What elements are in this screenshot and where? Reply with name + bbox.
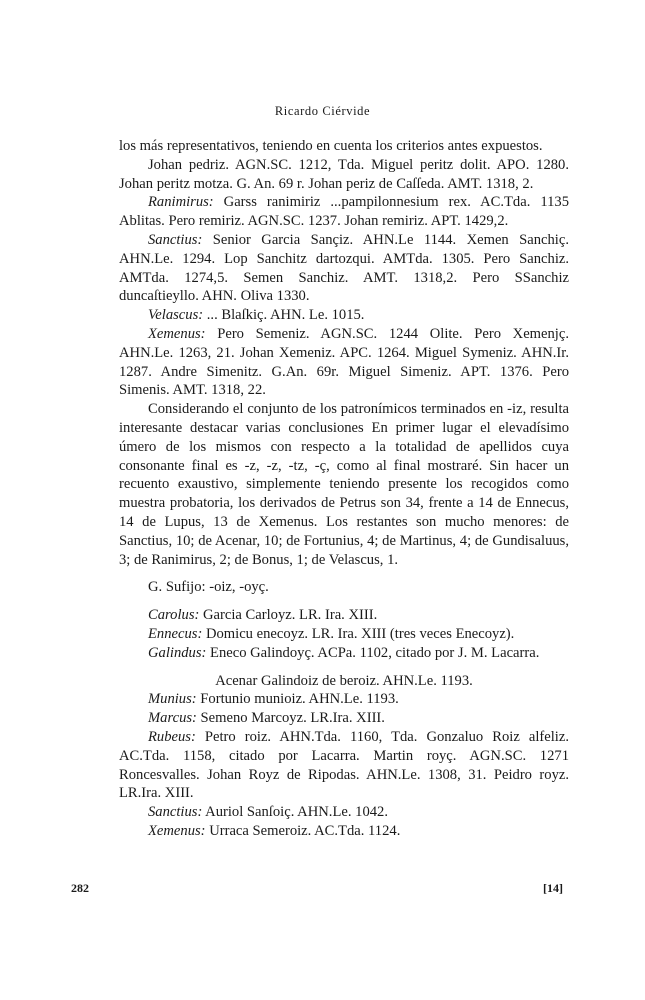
paragraph-13 (119, 709, 569, 728)
paragraph-text: Johan pedriz. AGN.SC. 1212, Tda. Miguel peritz dolit. APO. 1280. Johan peritz motza. G. An. 69 r. Johan periz de Caſſeda. AMT. 1318, 2. (119, 156, 569, 192)
paragraph-text: Garcia Carloyz. LR. Ira. XIII. (199, 607, 378, 624)
paragraph-text: Eneco Galindoyç. ACPa. 1102, citado por J. M. Lacarra. (206, 644, 540, 661)
paragraph-text: Petro roiz. AHN.Tda. 1160, Tda. Gonzaluo Roiz alfeliz. AC.Tda. 1158, citado por Lacarra. Martin royç. AGN.SC. 1271 Roncesvalles. Johan Royz de Ripodas. AHN.Le. 1308, 31. Peidro royz. LR.Ira. XIII. (119, 728, 569, 802)
paragraph-text: Pero Semeniz. AGN.SC. 1244 Olite. Pero Xemenjç. AHN.Le. 1263, 21. Johan Xemeniz. APC. 1264. Miguel Symeniz. AHN.Ir. 1287. Andre Simenitz. G.An. 69r. Miguel Simeniz. APT. 1376. Pero Simenis. AMT. 1318, 22. (119, 325, 569, 399)
entry-lead: Sanctius: (148, 231, 203, 248)
paragraph-text: Semeno Marcoyz. LR.Ira. XIII. (196, 710, 385, 727)
paragraph-text: Acenar Galindoiz de beroiz. AHN.Le. 1193. (215, 672, 473, 689)
paragraph-3 (119, 231, 569, 306)
paragraph-text: Auriol Sanſoiç. AHN.Le. 1042. (202, 804, 388, 821)
entry-lead: Velascus: (148, 307, 204, 324)
entry-lead: Sanctius: (148, 804, 203, 821)
paragraph-2 (119, 193, 569, 231)
entry-lead: Xemenus: (148, 822, 206, 839)
page-number: 282 (71, 881, 89, 895)
paragraph-12 (119, 690, 569, 709)
entry-lead: Ranimirus: (148, 194, 214, 211)
paragraph-text: Fortunio munioiz. AHN.Le. 1193. (196, 691, 399, 708)
body-text (119, 137, 569, 841)
entry-lead: Galindus: (148, 644, 207, 661)
paragraph-9 (119, 625, 569, 644)
paragraph-text: Urraca Semeroiz. AC.Tda. 1124. (205, 822, 401, 839)
entry-lead: Ennecus: (148, 625, 203, 642)
folio-number: [14] (543, 881, 563, 895)
paragraph-text: los más representativos, teniendo en cuenta los criterios antes expuestos. (119, 138, 543, 154)
paragraph-11 (119, 672, 569, 691)
paragraph-5 (119, 325, 569, 400)
paragraph-10 (119, 644, 569, 663)
paragraph-6 (119, 400, 569, 569)
entry-lead: Carolus: (148, 607, 200, 624)
paragraph-text: Garss ranimiriz ...pampilonnesium rex. AC.Tda. 1135 Ablitas. Pero remiriz. AGN.SC. 1237. Johan remiriz. APT. 1429,2. (119, 194, 569, 230)
entry-lead: Marcus: (148, 710, 197, 727)
paragraph-16 (119, 822, 569, 841)
entry-lead: Xemenus: (148, 325, 206, 342)
entry-lead: Rubeus: (148, 728, 196, 745)
running-head: Ricardo Ciérvide (274, 104, 371, 118)
paragraph-text: Considerando el conjunto de los patronímicos terminados en -iz, resulta interesante destacar varias conclusiones En primer lugar el elevadísimo úmero de los mismos con respecto a la totalidad de apellidos cuya consonante final es -z, -z, -tz, -ç, como al final mostraré. Sin hacer un recuento exaustivo, simplemente teniendo presente los recogidos como muestra probatoria, los derivados de Petrus son 34, frente a 14 de Ennecus, 14 de Lupus, 13 de Xemenus. Los restantes son mucho menores: de Sanctius, 10; de Acenar, 10; de Fortunius, 4; de Martinus, 4; de Gundisaluus, 3; de Ranimirus, 2; de Bonus, 1; de Velascus, 1. (119, 401, 569, 568)
paragraph-text: ... Blaſkiç. AHN. Le. 1015. (203, 307, 365, 324)
paragraph-8 (119, 606, 569, 625)
paragraph-0 (119, 137, 569, 156)
entry-lead: Munius: (148, 691, 197, 708)
paragraph-4 (119, 306, 569, 325)
paragraph-15 (119, 803, 569, 822)
paragraph-14 (119, 728, 569, 803)
paragraph-text: Domicu enecoyz. LR. Ira. XIII (tres veces Enecoyz). (202, 625, 515, 642)
paragraph-1 (119, 156, 569, 194)
paragraph-text: G. Sufijo: -oiz, -oyç. (148, 579, 269, 596)
section-heading (119, 578, 569, 597)
paragraph-text: Senior Garcia Sançiz. AHN.Le 1144. Xemen Sanchiç. AHN.Le. 1294. Lop Sanchitz dartozqui. AMTda. 1305. Pero Sanchiz. AMTda. 1274,5. Semen Sanchiz. AMT. 1318,2. Pero SSanchiz duncaſtieyllo. AHN. Oliva 1330. (119, 231, 569, 305)
